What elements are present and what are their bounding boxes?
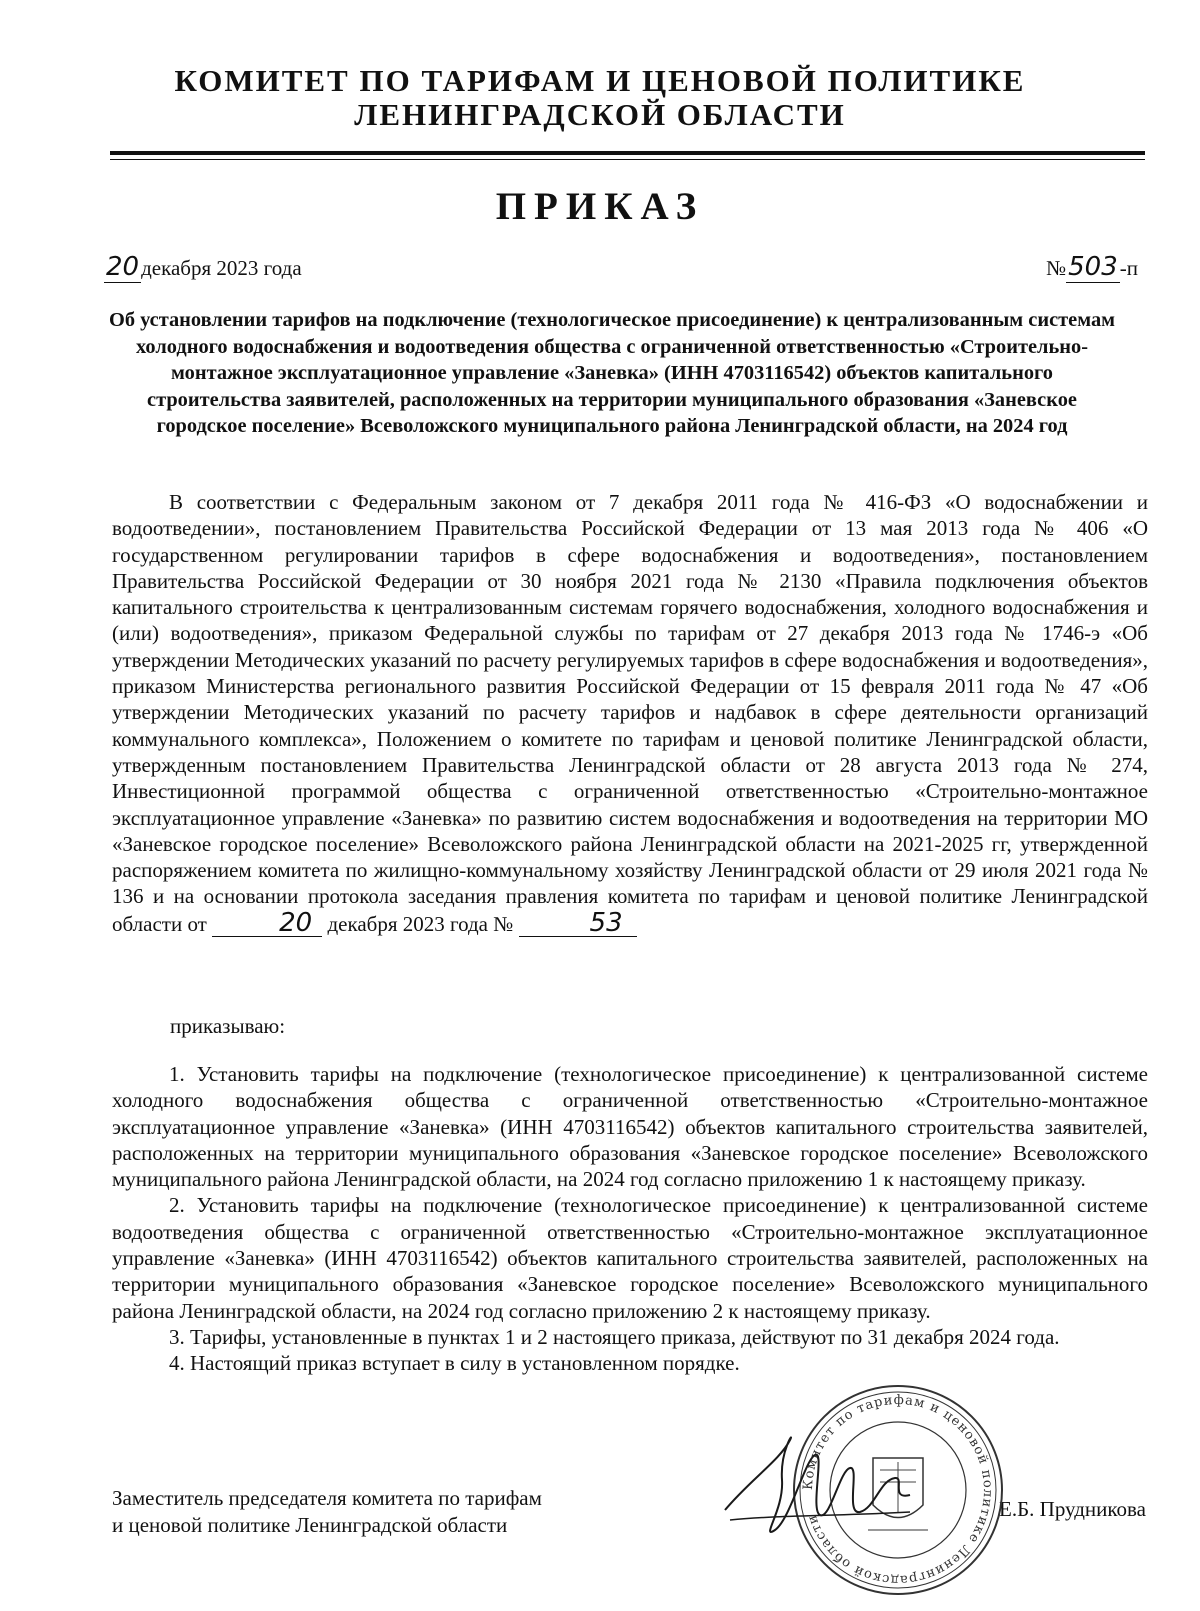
order-items — [112, 1061, 1148, 1377]
signatory-position-line-2: и ценовой политике Ленинградской области — [112, 1513, 508, 1537]
order-subject: Об установлении тарифов на подключение (технологическое присоединение) к централизованным системам холодного водоснабжения и водоотведения общества с ограниченной ответственностью «Строительно-монтажное эксплуатационное управление «Заневка» (ИНН 4703116542) объектов капитального строительства заявителей, расположенных на территории муниципального образования «Заневское городское поселение» Всеволожского муниципального района Ленинградской области, на 2024 год — [108, 309, 1116, 438]
order-item-2: 2. Установить тарифы на подключение (технологическое присоединение) к централизованной системе водоотведения общества с ограниченной ответственностью «Строительно-монтажное эксплуатационное управление «Заневка» (ИНН 4703116542) объектов капитального строительства заявителей, расположенных на территории муниципального образования «Заневское городское поселение» Всеволожского муниципального района Ленинградской области, на 2024 год согласно приложению 2 к настоящему приказу. — [112, 1193, 1148, 1323]
order-number — [1046, 252, 1138, 283]
preamble-text: В соответствии с Федеральным законом от 7 декабря 2011 года № 416-ФЗ «О водоснабжении и водоотведении», постановлением Правительства Российской Федерации от 13 мая 2013 года № 406 «О государственном регулировании тарифов в сфере водоснабжения и водоотведения», постановлением Правительства Российской Федерации от 30 ноября 2021 года № 2130 «Правила подключения объектов капитального строительства к централизованным системам горячего водоснабжения, холодного водоснабжения и (или) водоотведения», приказом Федеральной службы по тарифам от 27 декабря 2013 года № 1746-э «Об утверждении Методических указаний по расчету регулируемых тарифов в сфере водоснабжения и водоотведения», приказом Министерства регионального развития Российской Федерации от 15 февраля 2011 года № 47 «Об утверждении Методических указаний по расчету тарифов и надбавок в сфере деятельности организаций коммунального комплекса», Положением о комитете по тарифам и ценовой политике Ленинградской области, утвержденным постановлением Правительства Ленинградской области от 28 августа 2013 года № 274, Инвестиционной программой общества с ограниченной ответственностью «Строительно-монтажное эксплуатационное управление «Заневка» по развитию систем водоснабжения и водоотведения на территории МО «Заневское городское поселение» Всеволожского района Ленинградской области на 2021-2025 гг, утвержденной распоряжением комитета по жилищно-коммунальному хозяйству Ленинградской области от 29 июля 2021 года № 136 и на основании протокола заседания правления комитета по тарифам и ценовой политике Ленинградской области от — [112, 490, 1148, 936]
header-rule-thin — [110, 159, 1145, 160]
issuer-header — [100, 64, 1100, 132]
handwritten-day: 20 — [106, 252, 140, 282]
date-month-year: декабря 2023 года — [141, 256, 302, 280]
preamble-paragraph — [112, 489, 1148, 937]
order-date — [104, 252, 302, 283]
number-suffix: -п — [1119, 256, 1138, 280]
header-rule-thick — [110, 151, 1145, 155]
handwritten-signature-icon — [720, 1420, 920, 1570]
protocol-mid-text: декабря 2023 года № — [327, 911, 514, 936]
signatory-position — [112, 1485, 542, 1539]
order-item-1: 1. Установить тарифы на подключение (технологическое присоединение) к централизованной системе холодного водоснабжения общества с ограниченной ответственностью «Строительно-монтажное эксплуатационное управление «Заневка» (ИНН 4703116542) объектов капитального строительства заявителей, расположенных на территории муниципального образования «Заневское городское поселение» Всеволожского муниципального района Ленинградской области, на 2024 год согласно приложению 1 к настоящему приказу. — [112, 1062, 1148, 1192]
signatory-position-line-1: Заместитель председателя комитета по тарифам — [112, 1486, 542, 1510]
decree-word: приказываю: — [170, 1014, 286, 1038]
handwritten-number: 503 — [1068, 252, 1118, 282]
seal-text: Комитет по тарифам и ценовой политике Ленинградской области — [800, 1392, 996, 1588]
order-item-3: 3. Тарифы, установленные в пунктах 1 и 2 настоящего приказа, действуют по 31 декабря 2024 года. — [169, 1324, 1060, 1349]
signatory-name: Е.Б. Прудникова — [999, 1497, 1146, 1521]
issuer-line-1: КОМИТЕТ ПО ТАРИФАМ И ЦЕНОВОЙ ПОЛИТИКЕ — [174, 63, 1026, 98]
number-prefix: № — [1046, 256, 1067, 280]
order-title: ПРИКАЗ — [495, 185, 705, 228]
order-item-4: 4. Настоящий приказ вступает в силу в установленном порядке. — [169, 1351, 740, 1376]
handwritten-protocol-day: 20 — [212, 910, 322, 937]
handwritten-protocol-number: 53 — [519, 910, 637, 937]
issuer-line-2: ЛЕНИНГРАДСКОЙ ОБЛАСТИ — [354, 97, 846, 132]
